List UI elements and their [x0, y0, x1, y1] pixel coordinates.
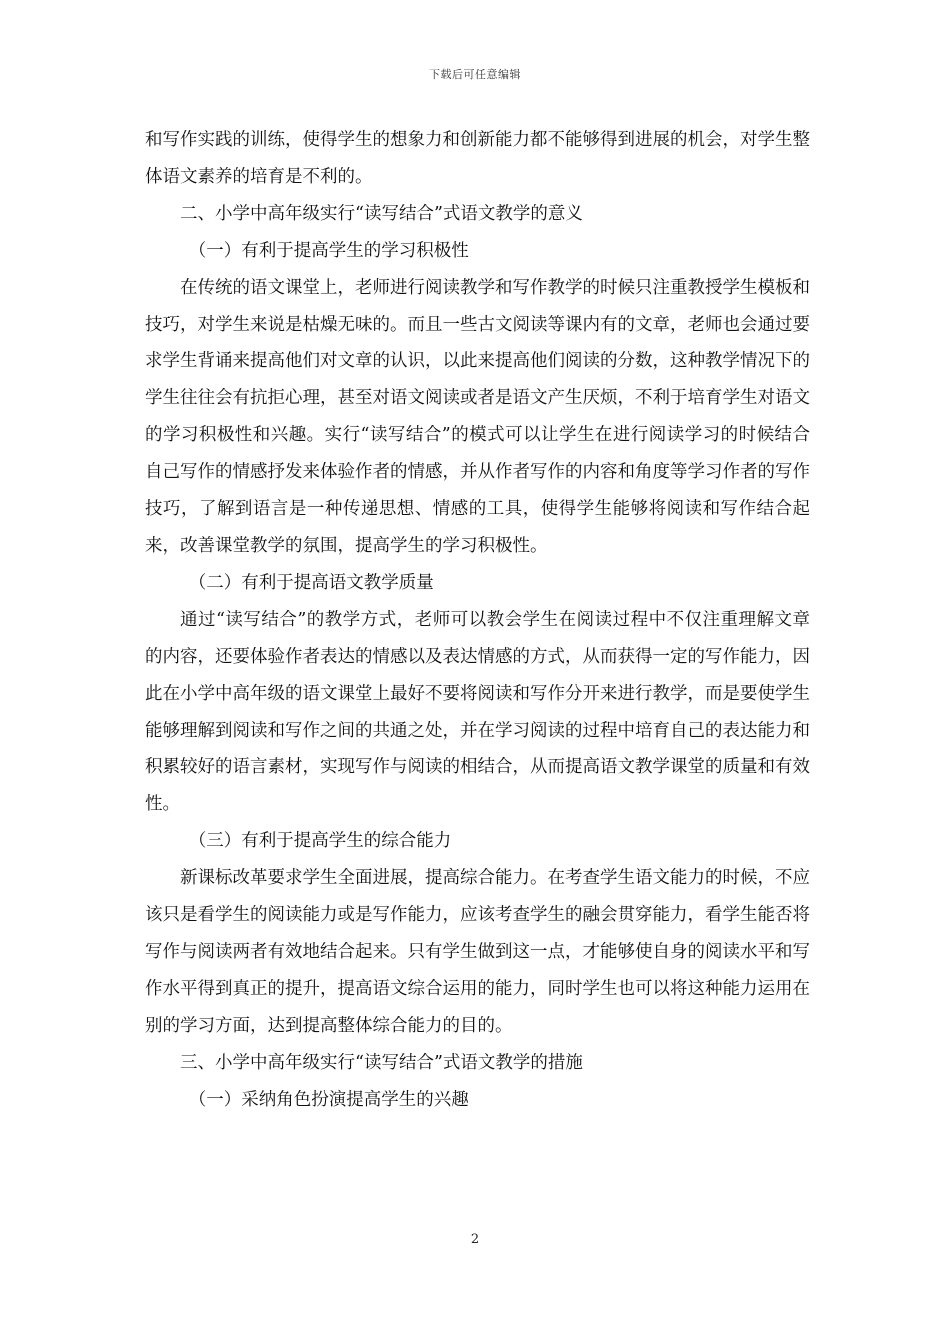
page-header: 下载后可任意编辑 — [429, 68, 521, 81]
document-body — [145, 122, 810, 1118]
paragraph-continuation: 和写作实践的训练，使得学生的想象力和创新能力都不能够得到进展的机会，对学生整体语文素养的培育是不利的。 — [145, 130, 810, 187]
paragraph: 新课标改革要求学生全面进展，提高综合能力。在考查学生语文能力的时候，不应该只是看学生的阅读能力或是写作能力，应该考查学生的融会贯穿能力，看学生能否将写作与阅读两者有效地结合起来。只有学生做到这一点，才能够使自身的阅读水平和写作水平得到真正的提升，提高语文综合运用的能力，同时学生也可以将这种能力运用在别的学习方面，达到提高整体综合能力的目的。 — [145, 868, 810, 1036]
section-heading-2: 二、小学中高年级实行“读写结合”式语文教学的意义 — [180, 203, 583, 224]
section-heading-3: 三、小学中高年级实行“读写结合”式语文教学的措施 — [180, 1052, 583, 1073]
page-number: 2 — [470, 1232, 480, 1247]
subsection-heading-3: （三）有利于提高学生的综合能力 — [188, 831, 452, 852]
paragraph: 通过“读写结合”的教学方式，老师可以教会学生在阅读过程中不仅注重理解文章的内容，还要体验作者表达的情感以及表达情感的方式，从而获得一定的写作能力，因此在小学中高年级的语文课堂上最好不要将阅读和写作分开来进行教学，而是要使学生能够理解到阅读和写作之间的共通之处，并在学习阅读的过程中培育自己的表达能力和积累较好的语言素材，实现写作与阅读的相结合，从而提高语文教学课堂的质量和有效性。 — [145, 609, 810, 815]
subsection-heading-4: （一）采纳角色扮演提高学生的兴趣 — [188, 1089, 469, 1110]
subsection-heading-2: （二）有利于提高语文教学质量 — [188, 572, 434, 593]
subsection-heading-1: （一）有利于提高学生的学习积极性 — [188, 240, 469, 261]
paragraph: 在传统的语文课堂上，老师进行阅读教学和写作教学的时候只注重教授学生模板和技巧，对学生来说是枯燥无味的。而且一些古文阅读等课内有的文章，老师也会通过要求学生背诵来提高他们对文章的认识，以此来提高他们阅读的分数，这种教学情况下的学生往往会有抗拒心理，甚至对语文阅读或者是语文产生厌烦，不利于培育学生对语文的学习积极性和兴趣。实行“读写结合”的模式可以让学生在进行阅读学习的时候结合自己写作的情感抒发来体验作者的情感，并从作者写作的内容和角度等学习作者的写作技巧，了解到语言是一种传递思想、情感的工具，使得学生能够将阅读和写作结合起来，改善课堂教学的氛围，提高学生的学习积极性。 — [145, 277, 810, 556]
